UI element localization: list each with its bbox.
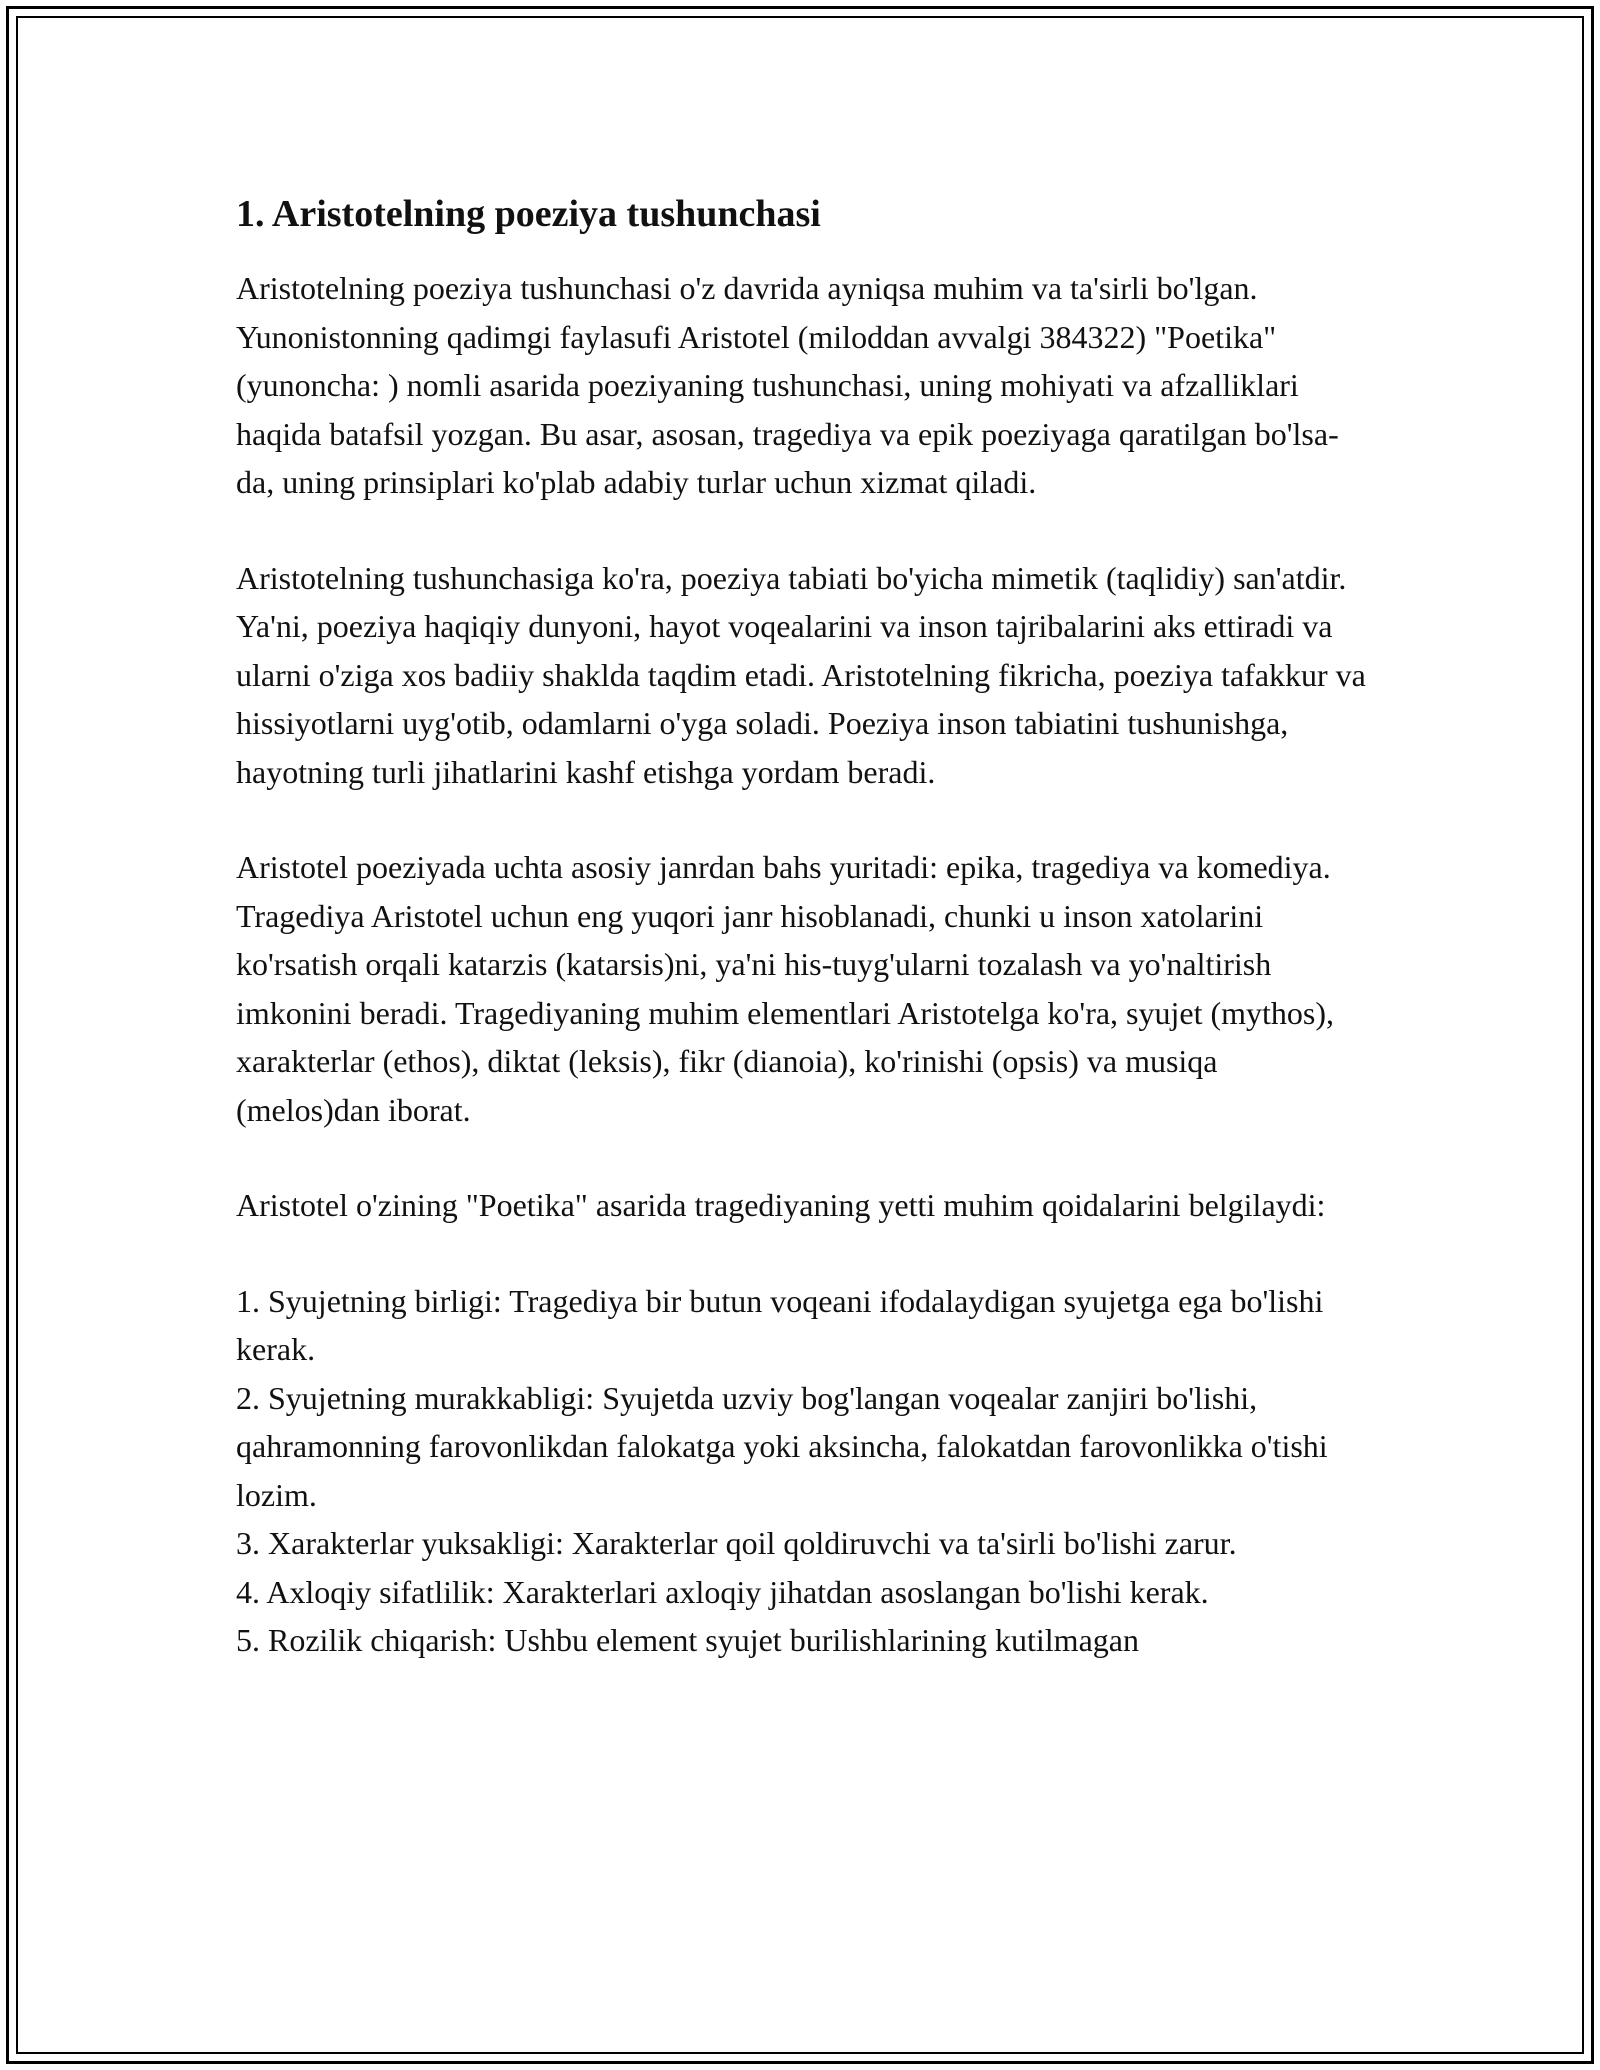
paragraph-genres: Aristotel poeziyada uchta asosiy janrdan bahs yuritadi: epika, tragediya va komediya. Tragediya Aristotel uchun eng yuqori janr hisoblanadi, chunki u inson xatolarini ko'rsatish orqali katarzis (katarsis)ni, ya'ni his-tuyg'ularni tozalash va yo'naltirish imkonini beradi. Tragediyaning muhim elementlari Aristotelga ko'ra, syujet (mythos), xarakterlar (ethos), diktat (leksis), fikr (dianoia), ko'rinishi (opsis) va musiqa (melos)dan iborat. (236, 849, 1335, 1128)
list-item: 5. Rozilik chiqarish: Ushbu element syujet burilishlarining kutilmagan (236, 1622, 1139, 1658)
list-item: 1. Syujetning birligi: Tragediya bir butun voqeani ifodalaydigan syujetga ega bo'lishi kerak. (236, 1282, 1324, 1367)
paragraph-intro: Aristotelning poeziya tushunchasi o'z davrida ayniqsa muhim va ta'sirli bo'lgan. Yunonistonning qadimgi faylasufi Aristotel (miloddan avvalgi 384322) "Poetika" (yunoncha: ) nomli asarida poeziyaning tushunchasi, uning mohiyati va afzalliklari haqida batafsil yozgan. Bu asar, asosan, tragediya va epik poeziyaga qaratilgan bo'lsa-da, uning prinsiplari ko'plab adabiy turlar uchun xizmat qiladi. (236, 270, 1339, 500)
list-item: 4. Axloqiy sifatlilik: Xarakterlari axloqiy jihatdan asoslangan bo'lishi kerak. (236, 1573, 1209, 1610)
list-item: 3. Xarakterlar yuksakligi: Xarakterlar qoil qoldiruvchi va ta'sirli bo'lishi zarur. (236, 1525, 1237, 1561)
document-body (236, 186, 1366, 1665)
paragraph-mimesis: Aristotelning tushunchasiga ko'ra, poeziya tabiati bo'yicha mimetik (taqlidiy) san'atdir. Ya'ni, poeziya haqiqiy dunyoni, hayot voqealarini va inson tajribalarini aks ettiradi va ularni o'ziga xos badiiy shaklda taqdim etadi. Aristotelning fikricha, poeziya tafakkur va hissiyotlarni uyg'otib, odamlarni o'yga soladi. Poeziya inson tabiatini tushunishga, hayotning turli jihatlarini kashf etishga yordam beradi. (236, 559, 1366, 790)
paragraph-rules-intro: Aristotel o'zining "Poetika" asarida tragediyaning yetti muhim qoidalarini belgilaydi: (236, 1187, 1326, 1223)
rules-list (236, 1277, 1366, 1665)
list-item: 2. Syujetning murakkabligi: Syujetda uzviy bog'langan voqealar zanjiri bo'lishi, qahramonning farovonlikdan falokatga yoki aksincha, falokatdan farovonlikka o'tishi lozim. (236, 1379, 1328, 1513)
section-heading: 1. Aristotelning poeziya tushunchasi (236, 193, 821, 235)
